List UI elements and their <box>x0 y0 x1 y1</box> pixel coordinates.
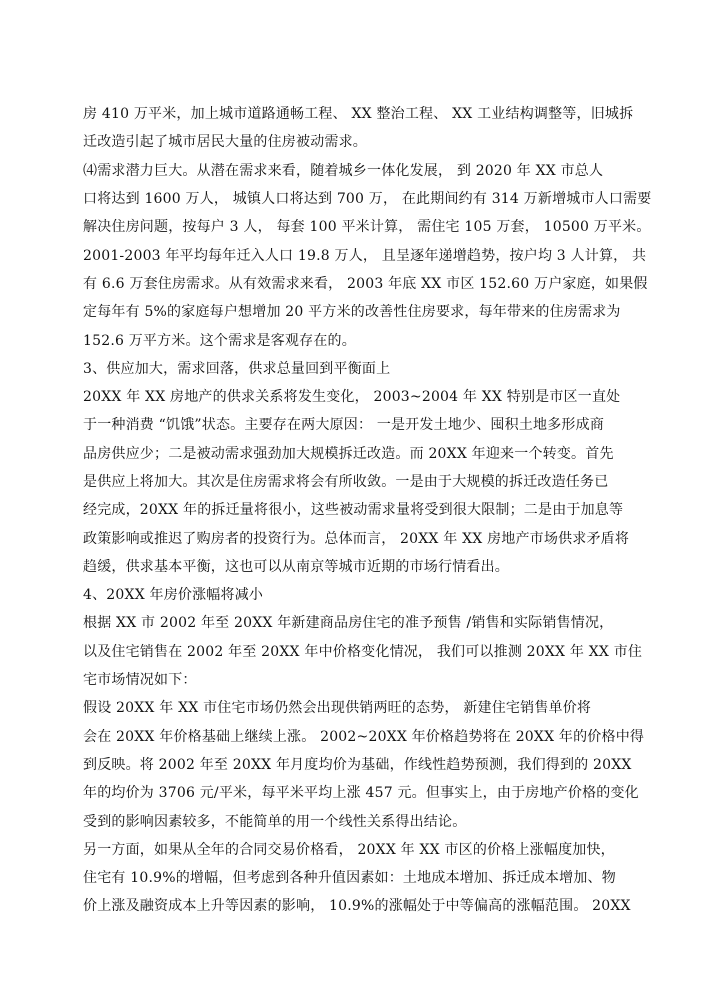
text-line: 价上涨及融资成本上升等因素的影响， 10.9%的涨幅处于中等偏高的涨幅范围。 20XX <box>83 898 631 914</box>
text-line: 经完成，20XX 年的拆迁量将很小，这些被动需求量将受到很大限制；二是由于加息等 <box>83 502 624 518</box>
text-line: 20XX 年 XX 房地产的供求关系将发生变化， 2003~2004 年 XX 特别是市区一直处 <box>83 389 621 405</box>
text-line: 152.6 万平方米。这个需求是客观存在的。 <box>83 333 356 349</box>
text-line: 另一方面，如果从全年的合同交易价格看， 20XX 年 XX 市区的价格上涨幅度加快， <box>83 842 615 858</box>
section-heading: 4、20XX 年房价涨幅将减小 <box>83 587 264 603</box>
text-line: 是供应上将加大。其次是住房需求将会有所收敛。一是由于大规模的拆迁改造任务已 <box>83 474 609 490</box>
text-line: 根据 XX 市 2002 年至 20XX 年新建商品房住宅的准予预售 /销售和实际销售情况， <box>83 615 614 631</box>
text-line: 有 6.6 万套住房需求。从有效需求来看， 2003 年底 XX 市区 152.60 万户家庭，如果假 <box>83 276 648 292</box>
text-line: 假设 20XX 年 XX 市住宅市场仍然会出现供销两旺的态势， 新建住宅销售单价将 <box>83 700 592 716</box>
text-line: 以及住宅销售在 2002 年至 20XX 年中价格变化情况， 我们可以推测 20XX 年 XX 市住 <box>83 644 643 660</box>
text-line: ⑷需求潜力巨大。从潜在需求来看，随着城乡一体化发展， 到 2020 年 XX 市总人 <box>83 163 604 179</box>
text-line: 住宅有 10.9%的增幅，但考虑到各种升值因素如：土地成本增加、拆迁成本增加、物 <box>83 870 616 886</box>
text-line: 政策影响或推迟了购房者的投资行为。总体而言， 20XX 年 XX 房地产市场供求矛盾将 <box>83 531 630 547</box>
text-line: 口将达到 1600 万人， 城镇人口将达到 700 万， 在此期间约有 314 万新增城市人口需要 <box>83 191 652 207</box>
text-line: 于一种消费 “饥饿”状态。主要存在两大原因： 一是开发土地少、囤积土地多形成商 <box>83 417 605 433</box>
text-line: 趋缓，供求基本平衡，这也可以从南京等城市近期的市场行情看出。 <box>83 559 509 575</box>
text-line: 宅市场情况如下： <box>83 672 197 688</box>
text-line: 年的均价为 3706 元/平米，每平米平均上涨 457 元。但事实上，由于房地产价格的变化 <box>83 785 639 801</box>
text-line: 房 410 万平米，加上城市道路通畅工程、 XX 整治工程、 XX 工业结构调整等，旧城拆 <box>83 106 634 122</box>
text-line: 到反映。将 2002 年至 20XX 年月度均价为基础，作线性趋势预测，我们得到的 20XX <box>83 757 632 773</box>
section-heading: 3、供应加大，需求回落，供求总量回到平衡面上 <box>83 361 391 377</box>
text-line: 解决住房问题，按每户 3 人， 每套 100 平米计算， 需住宅 105 万套， 10500 万平米。 <box>83 219 651 235</box>
text-line: 会在 20XX 年价格基础上继续上涨。 2002~20XX 年价格趋势将在 20XX 年的价格中得 <box>83 729 645 745</box>
text-line: 受到的影响因素较多，不能简单的用一个线性关系得出结论。 <box>83 814 467 830</box>
text-line: 定每年有 5%的家庭每户想增加 20 平方米的改善性住房要求，每年带来的住房需求为 <box>83 304 621 320</box>
text-line: 迁改造引起了城市居民大量的住房被动需求。 <box>83 134 367 150</box>
text-line: 2001-2003 年平均每年迁入人口 19.8 万人， 且呈逐年递增趋势，按户均 3 人计算， 共 <box>83 248 647 264</box>
text-line: 品房供应少；二是被动需求强劲加大规模拆迁改造。而 20XX 年迎来一个转变。首先 <box>83 446 614 462</box>
